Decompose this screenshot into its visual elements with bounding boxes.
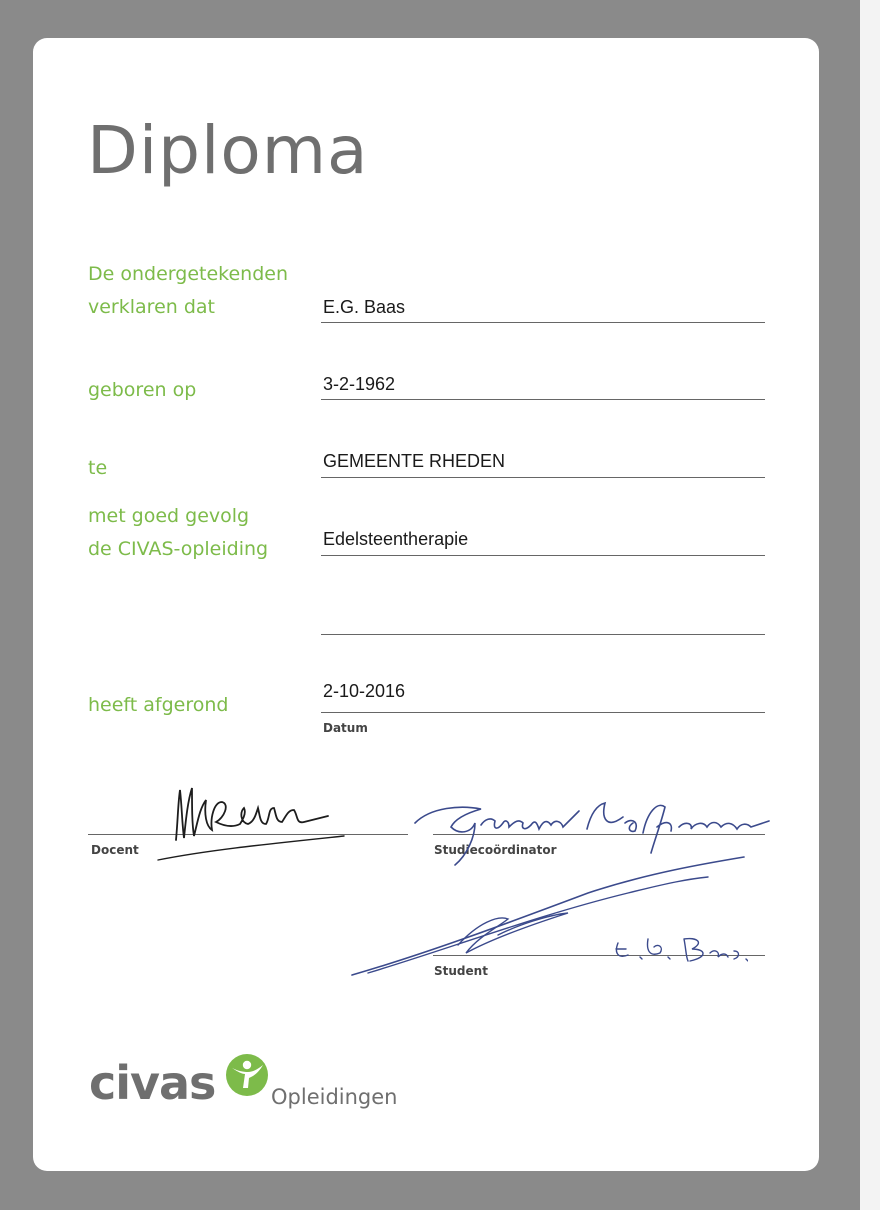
civas-logo-wordmark: civas [89, 1056, 216, 1110]
birth-date-value: 3-2-1962 [323, 374, 396, 394]
date-caption: Datum [323, 721, 368, 735]
coordinator-caption: Studiecoördinator [434, 843, 557, 857]
course-value: Edelsteentherapie [323, 529, 469, 549]
course-label [88, 500, 268, 566]
birth-place-value: GEMEENTE RHEDEN [323, 451, 506, 471]
declare-label-line1: De ondergetekenden [88, 263, 288, 285]
course-label-line2: de CIVAS-opleiding [88, 538, 269, 560]
student-caption: Student [434, 964, 488, 978]
declare-label-line2: verklaren dat [88, 296, 215, 318]
course-extra-line [321, 634, 765, 635]
name-value: E.G. Baas [323, 297, 406, 317]
student-signature [348, 853, 748, 983]
teacher-caption: Docent [91, 843, 139, 857]
birth-place-line [321, 477, 765, 478]
declare-label [88, 258, 288, 324]
diploma-sheet [33, 38, 819, 1171]
scan-edge [860, 0, 880, 1210]
name-line [321, 322, 765, 323]
completion-date-value: 2-10-2016 [323, 681, 406, 701]
birth-date-line [321, 399, 765, 400]
completed-label: heeft afgerond [88, 694, 229, 716]
civas-logo-subtitle: Opleidingen [271, 1085, 398, 1109]
born-label: geboren op [88, 379, 197, 401]
completion-date-line [321, 712, 765, 713]
course-label-line1: met goed gevolg [88, 505, 250, 527]
diploma-title: Diploma [87, 112, 369, 189]
place-label: te [88, 457, 108, 479]
course-line [321, 555, 765, 556]
teacher-signature [148, 778, 348, 868]
civas-logo-figure-icon [224, 1052, 270, 1098]
